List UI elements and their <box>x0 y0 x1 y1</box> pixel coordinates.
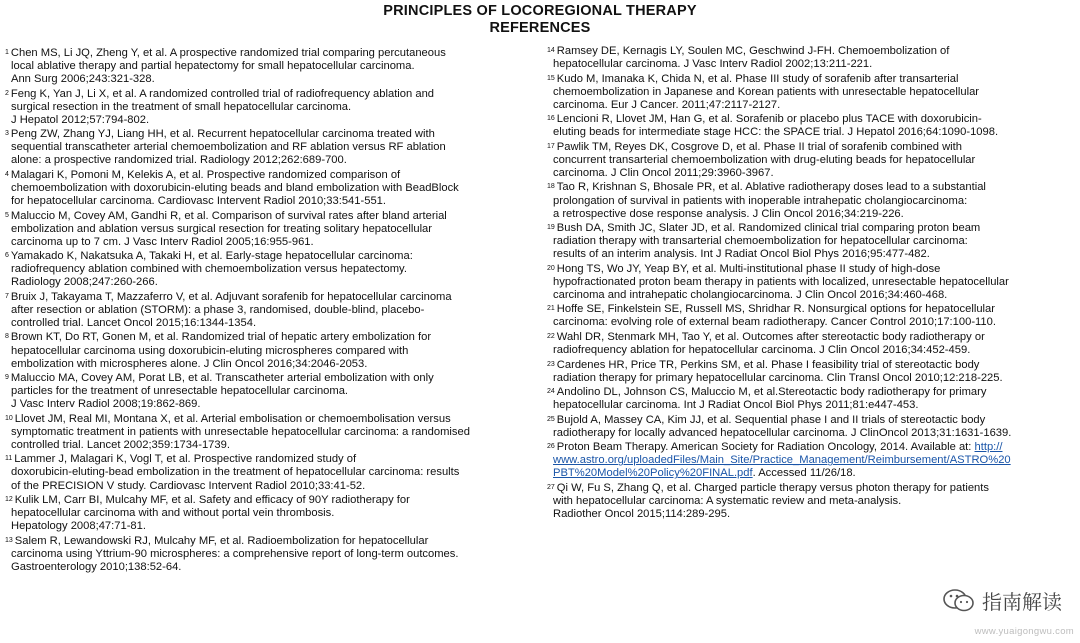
reference-line: Llovet JM, Real MI, Montana X, et al. Arterial embolisation or chemoembolisation versus <box>14 412 451 425</box>
reference-link[interactable]: www.astro.org/uploadedFiles/Main_Site/Practice_Management/Reimbursement/ASTRO%20 <box>553 454 1011 467</box>
reference-line: Hoffe SE, Finkelstein SE, Russell MS, Shridhar R. Nonsurgical options for hepatocellular <box>556 303 995 316</box>
reference-number: 12 <box>5 496 13 504</box>
reference-number: 14 <box>547 47 555 54</box>
reference-line: Lencioni R, Llovet JM, Han G, et al. Sorafenib or placebo plus TACE with doxorubicin- <box>556 113 982 126</box>
reference-number: 27 <box>547 484 555 491</box>
reference-line: Feng K, Yan J, Li X, et al. A randomized controlled trial of radiofrequency ablation and <box>10 87 435 100</box>
reference-line: hepatocellular carcinoma using doxorubicin-eluting microspheres compared with <box>11 344 409 357</box>
watermark-brand: 指南解读 <box>982 592 1062 614</box>
reference-number: 21 <box>547 305 555 313</box>
reference-line: prolongation of survival in patients with inoperable intrahepatic cholangiocarcinoma: <box>553 194 968 207</box>
wechat-icon <box>942 588 976 614</box>
reference-number: 19 <box>547 224 555 232</box>
reference-line: Ramsey DE, Kernagis LY, Soulen MC, Geschwind J-FH. Chemoembolization of <box>556 45 950 57</box>
reference-line: a retrospective dose response analysis. J Clin Oncol 2016;34:219-226. <box>553 207 904 220</box>
reference-number: 11 <box>5 455 13 463</box>
reference-line: particles for the treatment of unresectable hepatocellular carcinoma. <box>11 385 349 398</box>
reference-line: Kudo M, Imanaka K, Chida N, et al. Phase III study of sorafenib after transarterial <box>556 72 959 85</box>
reference-line: sequential transcatheter arterial chemoembolization and RF ablation versus RF ablation <box>11 141 446 154</box>
reference-number: 17 <box>547 142 555 150</box>
reference-number: 22 <box>547 332 555 340</box>
reference-number: 7 <box>5 292 9 300</box>
reference-line: of the PRECISION V study. Cardiovasc Intervent Radiol 2010;33:41-52. <box>11 479 366 492</box>
watermark-site: www.yuaigongwu.com <box>974 626 1074 637</box>
reference-line: Hepatology 2008;47:71-81. <box>11 520 146 533</box>
reference-item-7 <box>5 291 540 330</box>
reference-line: Kulik LM, Carr BI, Mulcahy MF, et al. Safety and efficacy of 90Y radiotherapy for <box>14 494 410 507</box>
reference-number: 4 <box>5 170 9 178</box>
reference-number: 6 <box>5 252 9 260</box>
reference-item-23 <box>547 359 1079 385</box>
reference-line: with hepatocellular carcinoma: A systematic review and meta-analysis. <box>553 495 902 508</box>
reference-number: 24 <box>547 388 555 396</box>
reference-item-12 <box>5 494 540 533</box>
reference-item-11 <box>5 453 540 492</box>
reference-number: 8 <box>5 333 9 341</box>
reference-line: Wahl DR, Stenmark MH, Tao Y, et al. Outcomes after stereotactic body radiotherapy or <box>556 330 985 343</box>
reference-item-4 <box>5 169 540 208</box>
reference-line: concurrent transarterial chemoembolization with drug-eluting beads for hepatocellular <box>553 153 976 166</box>
reference-line: carcinoma: evolving role of external beam radiotherapy. Cancer Control 2010;17:100-110. <box>553 316 996 329</box>
reference-line: J Vasc Interv Radiol 2008;19:862-869. <box>11 398 201 411</box>
reference-item-20 <box>547 263 1079 302</box>
reference-line: Pawlik TM, Reyes DK, Cosgrove D, et al. Phase II trial of sorafenib combined with <box>556 140 962 153</box>
reference-number: 5 <box>5 211 9 219</box>
reference-line: Brown KT, Do RT, Gonen M, et al. Randomized trial of hepatic artery embolization for <box>10 331 432 344</box>
reference-item-8 <box>5 331 540 370</box>
reference-line: embolization with microspheres alone. J Clin Oncol 2016;34:2046-2053. <box>11 357 368 370</box>
reference-line: hepatocellular carcinoma. Int J Radiat Oncol Biol Phys 2011;81:e447-453. <box>553 399 919 412</box>
reference-line: local ablative therapy and partial hepatectomy for small hepatocellular carcinoma. <box>11 60 415 73</box>
reference-line: Malagari K, Pomoni M, Kelekis A, et al. Prospective randomized comparison of <box>10 168 401 181</box>
reference-item-21 <box>547 303 1079 329</box>
reference-line: Bujold A, Massey CA, Kim JJ, et al. Sequential phase I and II trials of stereotactic body <box>556 413 986 426</box>
reference-number: 20 <box>547 264 555 272</box>
reference-line: hepatocellular carcinoma. J Vasc Interv Radiol 2002;13:211-221. <box>553 58 873 71</box>
reference-line: embolization and ablation versus surgical resection for treating solitary hepatocellular <box>11 222 433 235</box>
reference-item-27 <box>547 482 1079 521</box>
reference-item-25 <box>547 414 1079 440</box>
reference-line: Peng ZW, Zhang YJ, Liang HH, et al. Recurrent hepatocellular carcinoma treated with <box>10 128 435 141</box>
reference-line: Chen MS, Li JQ, Zheng Y, et al. A prospective randomized trial comparing percutaneous <box>10 47 446 59</box>
reference-line: Tao R, Krishnan S, Bhosale PR, et al. Ablative radiotherapy doses lead to a substantial <box>556 181 986 194</box>
reference-link[interactable]: PBT%20Model%20Policy%20FINAL.pdf <box>553 467 753 480</box>
reference-line: Bruix J, Takayama T, Mazzaferro V, et al. Adjuvant sorafenib for hepatocellular carcinoma <box>10 290 452 303</box>
reference-text: Proton Beam Therapy. American Society for Radiation Oncology, 2014. Available at: <box>556 441 975 454</box>
reference-line: eluting beads for intermediate stage HCC: the SPACE trial. J Hepatol 2016;64:1090-1098. <box>553 126 999 139</box>
reference-line: Yamakado K, Nakatsuka A, Takaki H, et al. Early-stage hepatocellular carcinoma: <box>10 250 413 263</box>
reference-line: doxorubicin-eluting-bead embolization in the treatment of hepatocellular carcinoma: results <box>11 466 460 479</box>
reference-line: radiation therapy for primary hepatocellular carcinoma. Clin Transl Oncol 2010;12:218-225. <box>553 371 1003 384</box>
reference-line: carcinoma and intrahepatic cholangiocarcinoma. J Clin Oncol 2016;34:460-468. <box>553 288 948 301</box>
references-left-column <box>5 47 540 575</box>
reference-line: Radiother Oncol 2015;114:289-295. <box>553 508 731 521</box>
reference-number: 26 <box>547 443 555 451</box>
reference-line: after resection or ablation (STORM): a phase 3, randomised, double-blind, placebo- <box>11 303 425 316</box>
reference-item-19 <box>547 222 1079 261</box>
reference-item-6 <box>5 250 540 289</box>
reference-number: 23 <box>547 360 555 368</box>
page-subtitle: REFERENCES <box>489 20 591 36</box>
reference-line: Radiology 2008;247:260-266. <box>11 276 158 289</box>
reference-line: J Hepatol 2012;57:794-802. <box>11 113 150 126</box>
reference-line: Maluccio M, Covey AM, Gandhi R, et al. Comparison of survival rates after bland arterial <box>10 209 447 222</box>
reference-link[interactable]: http:// <box>974 441 1003 454</box>
reference-item-18 <box>547 181 1079 220</box>
reference-item-3 <box>5 128 540 167</box>
reference-line: Maluccio MA, Covey AM, Porat LB, et al. Transcatheter arterial embolization with only <box>10 372 434 385</box>
reference-line: radiotherapy for locally advanced hepatocellular carcinoma. J ClinOncol 2013;31:1631-1639. <box>553 426 1012 439</box>
reference-line: carcinoma. J Clin Oncol 2011;29:3960-3967. <box>553 166 774 179</box>
reference-line: Qi W, Fu S, Zhang Q, et al. Charged particle therapy versus photon therapy for patients <box>556 482 989 494</box>
reference-item-16 <box>547 113 1079 139</box>
reference-line: chemoembolization in Japanese and Korean patients with unresectable hepatocellular <box>553 85 980 98</box>
reference-number: 10 <box>5 414 13 422</box>
reference-accessed: . Accessed 11/26/18. <box>752 467 856 480</box>
reference-line: controlled trial. Lancet Oncol 2015;16:1344-1354. <box>11 316 257 329</box>
reference-number: 25 <box>547 415 555 423</box>
reference-line: Bush DA, Smith JC, Slater JD, et al. Randomized clinical trial comparing proton beam <box>556 222 981 235</box>
reference-line: symptomatic treatment in patients with unresectable hepatocellular carcinoma: a randomised <box>11 425 470 438</box>
reference-number: 1 <box>5 49 9 56</box>
reference-line: radiation therapy with transarterial chemoembolization for hepatocellular carcinoma: <box>553 235 968 248</box>
reference-line: carcinoma. Eur J Cancer. 2011;47:2117-2127. <box>553 98 781 111</box>
reference-line: Andolino DL, Johnson CS, Maluccio M, et al.Stereotactic body radiotherapy for primary <box>556 386 987 399</box>
reference-line: Ann Surg 2006;243:321-328. <box>11 73 155 86</box>
reference-item-9 <box>5 372 540 411</box>
reference-item-1 <box>5 47 540 86</box>
reference-line: surgical resection in the treatment of small hepatocellular carcinoma. <box>11 100 352 113</box>
reference-line: alone: a prospective randomized trial. Radiology 2012;262:689-700. <box>11 154 347 167</box>
reference-item-5 <box>5 210 540 249</box>
page-title: PRINCIPLES OF LOCOREGIONAL THERAPY <box>383 3 697 19</box>
reference-line: results of an interim analysis. Int J Radiat Oncol Biol Phys 2016;95:477-482. <box>553 248 930 261</box>
reference-item-14 <box>547 45 1079 71</box>
reference-item-24 <box>547 386 1079 412</box>
reference-line: Hong TS, Wo JY, Yeap BY, et al. Multi-institutional phase II study of high-dose <box>556 262 941 275</box>
reference-number: 15 <box>547 74 555 82</box>
reference-item-15 <box>547 73 1079 112</box>
reference-line: Gastroenterology 2010;138:52-64. <box>11 560 182 573</box>
reference-line: Lammer J, Malagari K, Vogl T, et al. Prospective randomized study of <box>14 453 357 466</box>
reference-line: radiofrequency ablation for hepatocellular carcinoma. J Clin Oncol 2016;34:452-459. <box>553 344 971 357</box>
reference-item-13 <box>5 535 540 574</box>
watermark <box>942 586 1062 615</box>
reference-item-22 <box>547 331 1079 357</box>
reference-number: 13 <box>5 536 13 544</box>
reference-line: carcinoma using Yttrium-90 microspheres: a comprehensive report of long-term outcomes. <box>11 547 459 560</box>
reference-number: 3 <box>5 130 9 138</box>
reference-item-2 <box>5 88 540 127</box>
reference-line: Cardenes HR, Price TR, Perkins SM, et al. Phase I feasibility trial of stereotactic body <box>556 358 980 371</box>
reference-item-26 <box>547 441 1079 480</box>
reference-item-10 <box>5 413 540 452</box>
reference-line: hypofractionated proton beam therapy in patients with localized, unresectable hepatocellular <box>553 275 1009 288</box>
reference-line: carcinoma up to 7 cm. J Vasc Interv Radiol 2005;16:955-961. <box>11 235 314 248</box>
reference-line: hepatocellular carcinoma with and without portal vein thrombosis. <box>11 507 335 520</box>
reference-number: 18 <box>547 183 555 191</box>
reference-number: 16 <box>547 115 555 123</box>
reference-line: radiofrequency ablation combined with chemoembolization versus hepatectomy. <box>11 263 407 276</box>
reference-line: chemoembolization with doxorubicin-eluting beads and bland embolization with BeadBlock <box>11 181 459 194</box>
reference-number: 9 <box>5 374 9 382</box>
reference-line: Salem R, Lewandowski RJ, Mulcahy MF, et al. Radioembolization for hepatocellular <box>14 534 429 547</box>
references-right-column <box>547 45 1079 523</box>
references-right-list <box>547 45 1079 440</box>
reference-line: for hepatocellular carcinoma. Cardiovasc Intervent Radiol 2010;33:541-551. <box>11 195 386 208</box>
reference-item-17 <box>547 141 1079 180</box>
reference-line: controlled trial. Lancet 2002;359:1734-1739. <box>11 438 230 451</box>
reference-number: 2 <box>5 89 9 97</box>
